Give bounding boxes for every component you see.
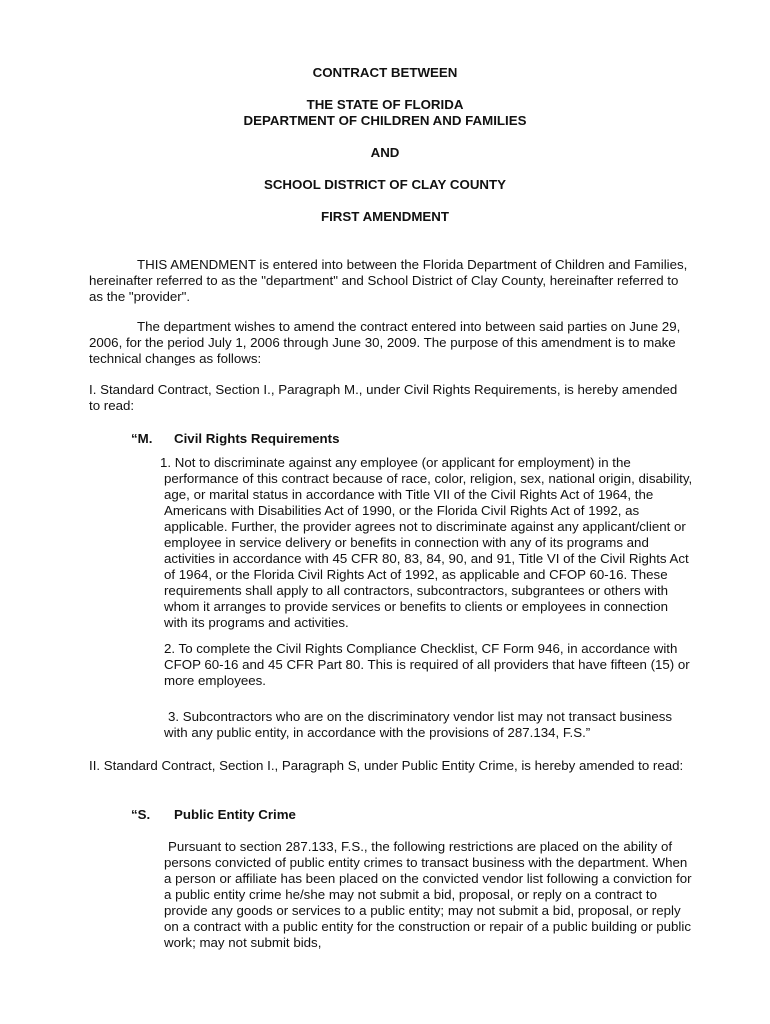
title-contract-between: CONTRACT BETWEEN: [312, 65, 458, 80]
intro-paragraph: THIS AMENDMENT is entered into between the Florida Department of Children and Families, hereinafter referred to as the "department" and School District of Clay County, hereinafter referred to as the "provider".: [89, 257, 688, 304]
section-m-heading: [131, 431, 340, 447]
civil-rights-item-3: 3. Subcontractors who are on the discriminatory vendor list may not transact business with any public entity, in accordance with the provisions of 287.134, F.S.”: [164, 709, 673, 740]
civil-rights-item-2: 2. To complete the Civil Rights Compliance Checklist, CF Form 946, in accordance with CFOP 60-16 and 45 CFR Part 80. This is required of all providers that have fifteen (15) or more employees.: [164, 641, 690, 688]
title-amendment: FIRST AMENDMENT: [320, 209, 450, 224]
section-2-intro: II. Standard Contract, Section I., Paragraph S, under Public Entity Crime, is hereby amended to read:: [89, 758, 684, 773]
public-entity-crime-body: Pursuant to section 287.133, F.S., the following restrictions are placed on the ability of persons convicted of public entity crimes to transact business with the department. When a person or affiliate has been placed on the convicted vendor list following a conviction for a public entity crime he/she may not submit a bid, proposal, or reply on a contract to provide any goods or services to a public entity; may not submit a bid, proposal, or reply on a contract with a public entity for the construction or repair of a public building or public work; may not submit bids,: [164, 839, 692, 950]
section-m-letter: “M.: [131, 431, 153, 446]
section-s-letter: “S.: [131, 807, 151, 822]
section-1-intro: I. Standard Contract, Section I., Paragraph M., under Civil Rights Requirements, is hereby amended to read:: [89, 382, 678, 413]
title-state: THE STATE OF FLORIDA: [306, 97, 464, 112]
section-s-heading: [131, 807, 296, 823]
section-m-title: Civil Rights Requirements: [174, 431, 340, 446]
section-s-title: Public Entity Crime: [174, 807, 296, 822]
civil-rights-item-1: 1. Not to discriminate against any employee (or applicant for employment) in the performance of this contract because of race, color, religion, sex, national origin, disability, age, or marital status in accordance with Title VII of the Civil Rights Act of 1964, the Americans with Disabilities Act of 1990, or the Florida Civil Rights Act of 1992, as applicable. Further, the provider agrees not to discriminate against any applicant/client or employee in service delivery or benefits in connection with any of its programs and activities in accordance with 45 CFR 80, 83, 84, 90, and 91, Title VI of the Civil Rights Act of 1964, or the Florida Civil Rights Act of 1992, as applicable and CFOP 60-16. These requirements shall apply to all contractors, subcontractors, subgrantees or others with whom it arranges to provide services or benefits to clients or employees in connection with its programs and activities.: [160, 455, 693, 630]
purpose-paragraph: The department wishes to amend the contract entered into between said parties on June 29, 2006, for the period July 1, 2006 through June 30, 2009. The purpose of this amendment is to make technical changes as follows:: [89, 319, 681, 366]
title-department: DEPARTMENT OF CHILDREN AND FAMILIES: [243, 113, 527, 128]
title-district: SCHOOL DISTRICT OF CLAY COUNTY: [263, 177, 507, 192]
title-and: AND: [370, 145, 400, 160]
